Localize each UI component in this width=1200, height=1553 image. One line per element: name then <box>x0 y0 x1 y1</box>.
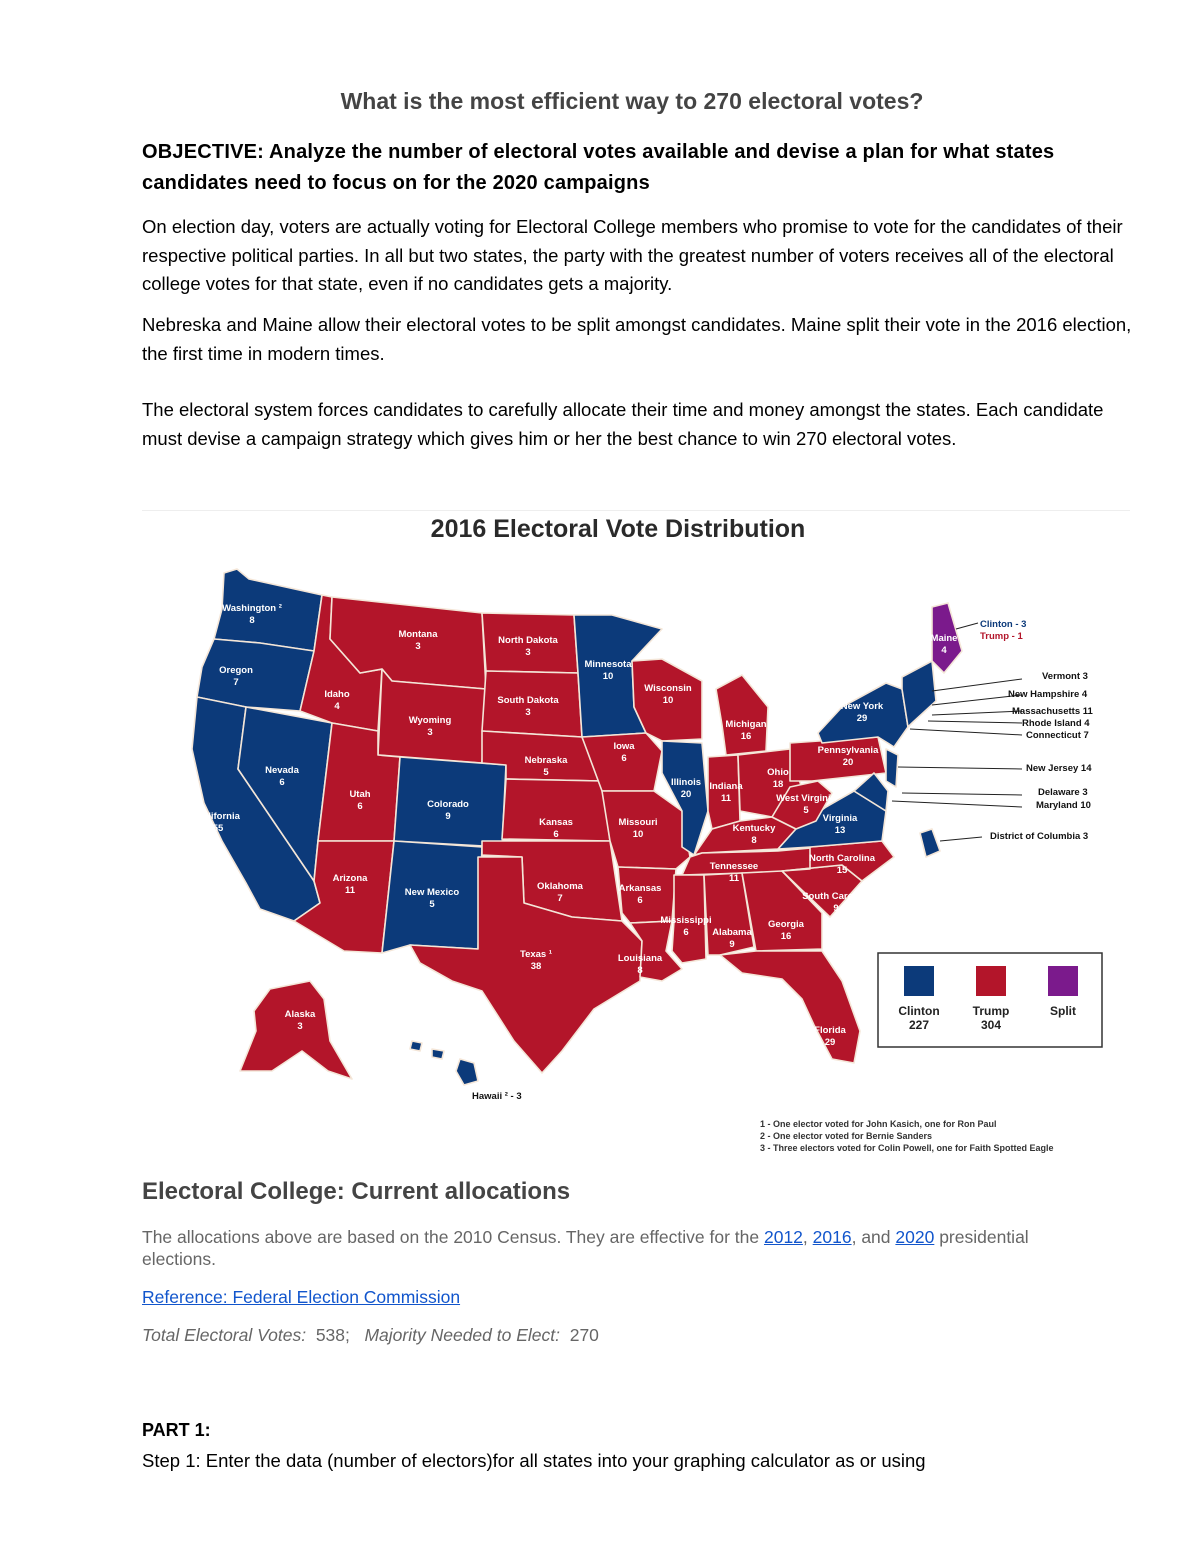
state-label-votes: 9 <box>833 903 839 914</box>
state-label-name: Pennsylvania <box>817 745 879 756</box>
callout-delaware: Delaware 3 <box>1038 787 1088 798</box>
state-label-votes: 5 <box>803 805 809 816</box>
paragraph-nebraska-maine: Nebreska and Maine allow their electoral votes to be split amongst candidates. Maine split their vote in the 2016 election, the first time in modern times. <box>142 314 1132 364</box>
state-label-name: North Dakota <box>498 635 558 646</box>
totals-line <box>142 1325 599 1346</box>
map-legend <box>878 953 1102 1047</box>
total-value: 538; <box>315 1325 350 1345</box>
callout-new-jersey: New Jersey 14 <box>1026 763 1092 774</box>
state-label-votes: 20 <box>842 757 854 768</box>
state-label-votes: 10 <box>602 671 614 682</box>
objective-text: OBJECTIVE: Analyze the number of electoral votes available and devise a plan for what states candidates need to focus on for the 2020 campaigns <box>142 141 1055 194</box>
footnote-3: 3 - Three electors voted for Colin Powell, one for Faith Spotted Eagle <box>760 1143 1054 1153</box>
state-label-name: California <box>196 811 240 822</box>
state-alaska <box>240 981 352 1079</box>
state-label-votes: 8 <box>249 615 255 626</box>
state-label-votes: 3 <box>427 727 433 738</box>
state-florida <box>720 951 860 1063</box>
state-label-name: Maine <box>930 633 958 644</box>
state-label-name: New Mexico <box>404 887 460 898</box>
state-label-name: Iowa <box>613 741 635 752</box>
state-label-votes: 6 <box>621 753 627 764</box>
state-label-name: Tennessee <box>709 861 759 872</box>
state-label-name: Michigan <box>725 719 767 730</box>
state-label-name: Florida <box>814 1025 846 1036</box>
callout-maine-trump: Trump - 1 <box>980 631 1023 642</box>
allocations-text <box>142 1226 1102 1270</box>
state-label-name: South Carolina <box>802 891 870 902</box>
state-label-name: West Virginia <box>776 793 836 804</box>
state-label-name: Wisconsin <box>644 683 692 694</box>
state-label-name: Arkansas <box>618 883 662 894</box>
state-label-votes: 11 <box>720 793 732 804</box>
state-label-name: Utah <box>349 789 371 800</box>
state-label-name: Indiana <box>709 781 743 792</box>
legend-trump-swatch <box>976 966 1006 996</box>
legend-split-label: Split <box>1050 1004 1076 1018</box>
allocations-text-before: The allocations above are based on the 2010 Census. They are effective for the <box>142 1227 764 1247</box>
state-label-votes: 6 <box>279 777 285 788</box>
state-label-name: Washington ² <box>222 603 282 614</box>
state-new-england <box>902 661 936 727</box>
state-label-name: Illinois <box>670 777 702 788</box>
state-label-name: Minnesota <box>584 659 632 670</box>
state-label-name: Oregon <box>219 665 253 676</box>
state-label-votes: 13 <box>834 825 846 836</box>
legend-clinton-votes: 227 <box>908 1018 930 1032</box>
allocations-sep-2: , and <box>851 1227 896 1247</box>
state-label-name: Colorado <box>427 799 469 810</box>
state-label-votes: 15 <box>836 865 848 876</box>
state-label-name: Georgia <box>768 919 804 930</box>
callout-maine-clinton: Clinton - 3 <box>980 619 1027 630</box>
state-label-votes: 5 <box>429 899 435 910</box>
state-label-name: Arizona <box>332 873 368 884</box>
legend-clinton-swatch <box>904 966 934 996</box>
electoral-map-figure <box>142 510 1130 1158</box>
footnote-1: 1 - One elector voted for John Kasich, one for Ron Paul <box>760 1119 997 1129</box>
state-delmarva <box>920 829 940 857</box>
state-label-votes: 11 <box>728 873 740 884</box>
page-title: What is the most efficient way to 270 electoral votes? <box>340 88 924 114</box>
state-hawaii <box>456 1059 478 1085</box>
state-label-votes: 3 <box>297 1021 303 1032</box>
callout-rhode-island: Rhode Island 4 <box>1022 718 1090 729</box>
state-label-name: Louisiana <box>617 953 663 964</box>
state-indiana <box>708 755 740 829</box>
state-label-votes: 10 <box>632 829 644 840</box>
state-label-name: Kansas <box>539 817 573 828</box>
state-label-name: Kentucky <box>732 823 776 834</box>
state-label-name: New York <box>840 701 884 712</box>
state-label-votes: 3 <box>415 641 421 652</box>
state-label-votes: 11 <box>344 885 356 896</box>
allocations-sep-1: , <box>802 1227 813 1247</box>
state-label-name: Ohio <box>767 767 789 778</box>
state-label-votes: 6 <box>683 927 689 938</box>
callout-connecticut: Connecticut 7 <box>1026 730 1089 741</box>
state-label-votes: 3 <box>525 647 531 658</box>
state-label-votes: 29 <box>824 1037 836 1048</box>
paragraph-electoral-system: The electoral system forces candidates to carefully allocate their time and money amongst the states. Each candidate must devise a campaign strategy which gives him or her the best chance to win 270 electoral votes. <box>142 399 1104 449</box>
callout-hawaii: Hawaii ² - 3 <box>472 1091 522 1102</box>
state-label-name: Texas ¹ <box>519 949 553 960</box>
map-title: 2016 Electoral Vote Distribution <box>430 515 806 543</box>
state-label-votes: 5 <box>543 767 549 778</box>
state-label-votes: 9 <box>729 939 735 950</box>
callout-maryland: Maryland 10 <box>1036 800 1091 811</box>
state-label-name: Wyoming <box>408 715 452 726</box>
state-label-name: Missouri <box>618 817 658 828</box>
state-label-votes: 16 <box>780 931 792 942</box>
total-label: Total Electoral Votes: <box>142 1325 307 1345</box>
state-new-jersey <box>886 749 898 787</box>
state-label-votes: 7 <box>233 677 239 688</box>
state-label-name: Idaho <box>324 689 350 700</box>
callout-new-hampshire: New Hampshire 4 <box>1008 689 1088 700</box>
state-michigan <box>716 675 768 755</box>
legend-trump-votes: 304 <box>980 1018 1002 1032</box>
state-label-votes: 6 <box>357 801 363 812</box>
link-2016[interactable]: 2016 <box>812 1227 852 1247</box>
state-label-name: Nevada <box>265 765 299 776</box>
state-label-votes: 8 <box>637 965 643 976</box>
part1-heading: PART 1: <box>142 1420 211 1440</box>
step1-text: Step 1: Enter the data (number of electors)for all states into your graphing calculator as or using <box>142 1450 926 1471</box>
state-label-name: Virginia <box>822 813 858 824</box>
state-hawaii-islands <box>410 1041 444 1059</box>
state-label-name: North Carolina <box>809 853 875 864</box>
state-label-votes: 29 <box>856 713 868 724</box>
allocations-text-after: presidential elections. <box>142 1227 1029 1269</box>
state-label-name: Alaska <box>284 1009 316 1020</box>
callout-vermont: Vermont 3 <box>1042 671 1088 682</box>
link-2020[interactable]: 2020 <box>895 1227 935 1247</box>
reference-link[interactable]: Reference: Federal Election Commission <box>142 1287 461 1307</box>
paragraph-election-day: On election day, voters are actually voting for Electoral College members who promise to vote for the candidates of their respective political parties. In all but two states, the party with the greatest number of voters receives all of the electoral college votes for that state, even if no candidates gets a majority. <box>142 216 1123 294</box>
legend-clinton-label: Clinton <box>898 1004 940 1018</box>
callout-dc: District of Columbia 3 <box>990 831 1089 842</box>
allocations-heading: Electoral College: Current allocations <box>142 1178 571 1205</box>
legend-trump-label: Trump <box>972 1004 1010 1018</box>
state-label-votes: 16 <box>740 731 752 742</box>
state-label-votes: 6 <box>553 829 559 840</box>
state-label-votes: 9 <box>445 811 451 822</box>
state-label-votes: 8 <box>751 835 757 846</box>
state-label-name: Alabama <box>712 927 752 938</box>
majority-value: 270 <box>569 1325 599 1345</box>
callout-massachusetts: Massachusetts 11 <box>1012 706 1093 717</box>
state-label-name: Montana <box>398 629 438 640</box>
state-label-votes: 18 <box>772 779 784 790</box>
state-label-votes: 55 <box>212 823 224 834</box>
electoral-map-svg <box>142 511 1130 1159</box>
state-label-name: Mississippi <box>660 915 712 926</box>
state-label-votes: 4 <box>941 645 947 656</box>
state-label-name: South Dakota <box>497 695 559 706</box>
state-label-votes: 4 <box>334 701 340 712</box>
state-label-votes: 3 <box>525 707 531 718</box>
state-label-votes: 7 <box>557 893 563 904</box>
state-label-name: Nebraska <box>524 755 568 766</box>
state-label-votes: 6 <box>637 895 643 906</box>
state-label-votes: 38 <box>530 961 542 972</box>
state-label-votes: 10 <box>662 695 674 706</box>
state-label-name: Oklahoma <box>537 881 583 892</box>
link-2012[interactable]: 2012 <box>763 1227 803 1247</box>
majority-label: Majority Needed to Elect: <box>364 1325 560 1345</box>
state-label-votes: 20 <box>680 789 692 800</box>
legend-split-swatch <box>1048 966 1078 996</box>
footnote-2: 2 - One elector voted for Bernie Sanders <box>760 1131 933 1141</box>
